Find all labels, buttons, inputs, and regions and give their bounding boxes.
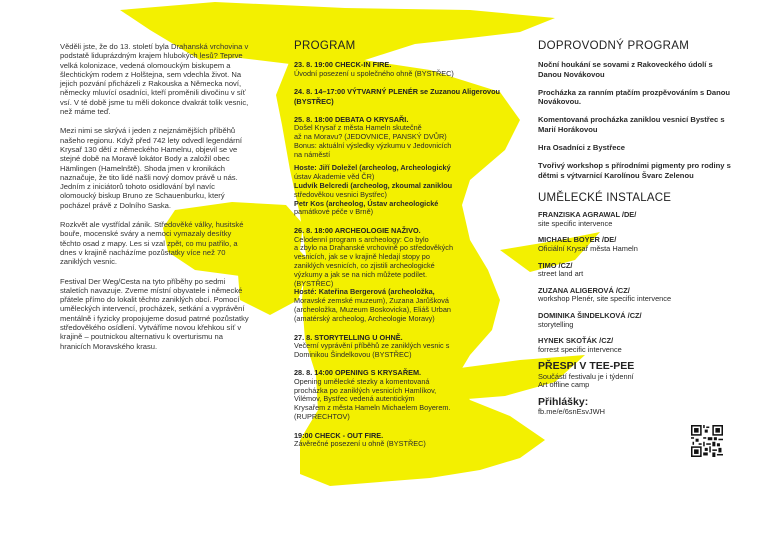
artist-description: workshop Plenér, site specific intervence xyxy=(538,294,672,304)
program-event-line: Úvodní posezení u společného ohně (BYSTŘEC) xyxy=(294,68,454,78)
program-event-line: Moravské zemské muzeum), Zuzana Jarůšková xyxy=(294,296,449,306)
qr-code-icon[interactable] xyxy=(691,425,723,457)
program-event-line: Hosté: Kateřina Bergerová (archeoložka, xyxy=(294,287,435,297)
program-column xyxy=(294,42,506,458)
program-event-line: Bonus: aktuální výsledky výzkumu v Jedovnicích xyxy=(294,140,452,150)
teepee-text xyxy=(538,373,738,390)
artist-name: MICHAEL BOYER /DE/ xyxy=(538,235,617,245)
program-event-line: Dominikou Šindelkovou (BYSTŘEC) xyxy=(294,349,412,359)
intro-column xyxy=(60,42,250,361)
accompanying-item: Tvořivý workshop s přírodními pigmenty pro rodiny s dětmi s výtvarnicí Karolínou Švarc Zelenou xyxy=(538,161,731,180)
program-event-line: středověkou vesnici Bystřec) xyxy=(294,189,387,199)
program-event-list xyxy=(294,60,506,448)
program-event xyxy=(294,87,506,106)
program-title: PROGRAM xyxy=(294,40,356,52)
program-event-line: procházka po zaniklých vesnicích Hamlíkov, xyxy=(294,385,437,395)
artist-entry xyxy=(538,236,738,253)
artist-description: forrest specific intervence xyxy=(538,344,622,354)
program-event-heading: 24. 8. 14–17:00 VÝTVARNÝ PLENÉR se Zuzanou Aligerovou (BYSTŘEC) xyxy=(294,87,500,106)
program-event-line: (BYSTŘEC) xyxy=(294,278,334,288)
program-event-line: ústav Akademie věd ČR) xyxy=(294,172,375,182)
intro-paragraph-2: Mezi nimi se skrývá i jeden z nejznámějších příběhů našeho regionu. Když před 742 lety odvedl legendární Krysař 130 dětí z německého Hamelnu, objevil se ve stejné době na Moravě lokátor Body a založil obec Hämlingen (Hamelnště). Shoda jmen v kronikách naznačuje, že tito lidé našli nový domov právě u nás. Jedním z iniciátorů tohoto osidlování byl navíc olomoucký biskup Bruno ze Schauenburku, který pocházel právě z Dolního Saska. xyxy=(60,126,242,210)
program-event-line: Petr Kos (archeolog, Ústav archeologické xyxy=(294,198,439,208)
artist-description: Oficiální Krysař města Hameln xyxy=(538,244,638,254)
program-event-line: Krysařem z města Hameln Michaelem Boyerem. xyxy=(294,403,451,413)
program-event-line: výzkumy a jak se na nich můžete podílet. xyxy=(294,269,428,279)
program-event-line: vesnicích, jak se v krajině hledají stopy po xyxy=(294,252,430,262)
artist-name: DOMINIKA ŠINDELKOVÁ /CZ/ xyxy=(538,311,642,321)
artist-description: storytelling xyxy=(538,319,574,329)
program-event-line: (amatérský archeolog, Archeologie Moravy) xyxy=(294,313,435,323)
program-event-heading: 26. 8. 18:00 ARCHEOLOGIE NAŽIVO. xyxy=(294,226,421,236)
artist-entry xyxy=(538,312,738,329)
program-event-heading: 28. 8. 14:00 OPENING S KRYSAŘEM. xyxy=(294,368,422,378)
program-event xyxy=(294,431,506,449)
accompanying-item: Komentovaná procházka zaniklou vesnicí Bystřec s Marií Horákovou xyxy=(538,115,725,134)
program-event-heading: 19:00 CHECK - OUT FIRE. xyxy=(294,430,384,440)
accompanying-item: Hra Osadníci z Bystřece xyxy=(538,143,625,153)
program-event xyxy=(294,226,506,323)
program-event-line: Celodenní program s archeology: Co bylo xyxy=(294,234,429,244)
artist-description: site specific intervence xyxy=(538,218,613,228)
program-event-heading: 27. 8. STORYTELLING U OHNĚ. xyxy=(294,332,403,342)
program-event xyxy=(294,333,506,360)
artist-name: TIMO /CZ/ xyxy=(538,260,573,270)
program-event-line: zaniklých vesnicích, co zjistili archeologické xyxy=(294,260,435,270)
program-event-line: Došel Krysař z města Hameln skutečně xyxy=(294,123,422,133)
artist-list xyxy=(538,211,738,354)
program-event-line: (RUPRECHTOV) xyxy=(294,411,350,421)
program-event-line: (archeoložka, Muzeum Boskovicka), Eliáš Urban xyxy=(294,304,451,314)
program-event-line: a zbylo na Drahanské vrchovině po středověkých xyxy=(294,243,453,253)
program-event xyxy=(294,60,506,78)
artist-entry xyxy=(538,262,738,279)
artist-description: street land art xyxy=(538,269,584,279)
teepee-line: Art offline camp xyxy=(538,380,590,390)
artist-entry xyxy=(538,287,738,304)
artist-entry xyxy=(538,337,738,354)
program-event-line: až na Moravu? (JEDOVNICE, PANSKÝ DVŮR) xyxy=(294,132,447,142)
artist-name: ZUZANA ALIGEROVÁ /CZ/ xyxy=(538,285,630,295)
program-event-line: Večerní vyprávění příběhů ze zaniklých vesnic s xyxy=(294,340,450,350)
intro-paragraph-3: Rozkvět ale vystřídal zánik. Středověké války, husitské bouře, mocenské sváry a nemoci vymazaly desítky těchto osad z mapy. Les si vzal zpět, co mu patřilo, a dnes v krajině nacházíme pozůstatky více než 70 zaniklých vesnic. xyxy=(60,220,244,267)
side-column xyxy=(538,42,738,425)
program-event-line: na náměstí xyxy=(294,149,331,159)
program-event-line: Závěrečné posezení u ohně (BYSTŘEC) xyxy=(294,438,426,448)
signup-title: Přihlášky: xyxy=(538,395,589,408)
program-event-heading: 23. 8. 19:00 CHECK-IN FIRE. xyxy=(294,60,392,70)
intro-paragraph-1: Věděli jste, že do 13. století byla Drahanská vrchovina v podstatě liduprázdným krajem hlubokých lesů? Teprve velká kolonizace, vedená olomouckým biskupem a šlechtickým rodem z Holštejna, sem vdechla život. Na jejich pozvání přicházeli z Rakouska a Německa noví, německy mluvící osadníci, kteří proměnili divočinu v síť vsí. V té době jsme tu měli dokonce dvakrát tolik vesnic, než máme teď. xyxy=(60,42,249,117)
teepee-line: Součástí festivalu je i týdenní xyxy=(538,371,634,381)
accompanying-title: DOPROVODNÝ PROGRAM xyxy=(538,40,690,52)
accompanying-item: Noční houkání se sovami z Rakoveckého údolí s Danou Novákovou xyxy=(538,60,713,79)
program-event-line: Hoste: Jiří Doležel (archeolog, Archeologický xyxy=(294,163,451,173)
intro-paragraph-4: Festival Der Weg/Cesta na tyto příběhy po sedmi staletích navazuje. Zveme místní obyvatele i německé přátele přímo do lokalit těchto zaniklých obcí. Pomocí uměleckých intervencí, procházek, setkání a vyprávění mentálně i fyzicky propojujeme dosud patrné pozůstatky středověkého osídlení. Vytváříme novou křehkou síť v krajině – poutnickou alternativu k overturismu na hranicích Moravského krasu. xyxy=(60,276,249,351)
artist-name: HYNEK SKOŤÁK /CZ/ xyxy=(538,336,614,346)
program-event-line: Ludvík Belcredi (archeolog, zkoumal zaniklou xyxy=(294,181,453,191)
teepee-title: PŘESPI V TEE-PEE xyxy=(538,360,635,373)
artist-name: FRANZISKA AGRAWAL /DE/ xyxy=(538,210,637,220)
program-event-line: Opening umělecké stezky a komentovaná xyxy=(294,376,430,386)
program-event-heading: 25. 8. 18:00 DEBATA O KRYSAŘI. xyxy=(294,114,409,124)
program-event-line: Vilémov, Bystřec vedená autentickým xyxy=(294,394,415,404)
signup-url[interactable]: fb.me/e/6snEsvJWH xyxy=(538,407,605,417)
program-event xyxy=(294,115,506,217)
artist-entry xyxy=(538,211,738,228)
program-event xyxy=(294,368,506,421)
accompanying-item: Procházka za ranním ptačím prozpěvováním s Danou Novákovou. xyxy=(538,87,731,107)
installations-title: UMĚLECKÉ INSTALACE xyxy=(538,191,672,204)
program-event-line: památkové péče v Brně) xyxy=(294,207,374,217)
